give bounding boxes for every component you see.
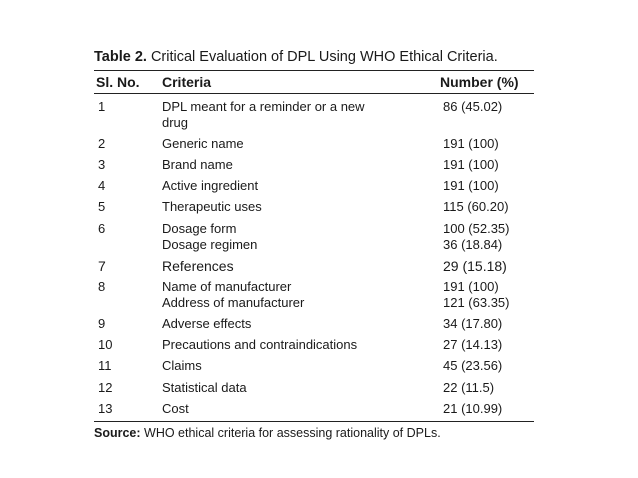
table-row [94,197,534,218]
criteria-line: DPL meant for a reminder or a new [162,98,365,114]
row-criteria [162,401,418,417]
table-header-row [94,71,534,93]
row-criteria [162,358,418,374]
row-criteria [162,258,418,274]
row-sl-no: 4 [98,178,106,194]
criteria-line: Cost [162,400,189,416]
header-criteria: Criteria [162,74,212,90]
number-line: 36 (18.84) [443,236,503,252]
row-criteria [162,199,418,215]
row-sl-no: 11 [98,358,112,374]
table-body [94,94,534,421]
header-sl-no: Sl. No. [96,74,140,90]
source-text: WHO ethical criteria for assessing rationality of DPLs. [144,426,441,441]
caption-label: Table 2. [94,49,147,65]
row-number [418,99,534,131]
number-line: 27 (14.13) [443,337,503,353]
criteria-line: drug [162,114,189,130]
header-number: Number (%) [440,74,519,90]
table-row [94,154,534,175]
row-criteria [162,136,418,152]
row-number [418,157,534,173]
row-number [418,258,534,274]
table-source-note [94,426,534,440]
row-number [418,316,534,332]
row-sl-no: 3 [98,156,106,172]
table-row [94,276,534,313]
caption-text: Critical Evaluation of DPL Using WHO Ethical Criteria. [150,49,498,65]
row-sl-no: 10 [98,337,113,353]
criteria-line: Adverse effects [162,316,252,332]
row-criteria [162,380,418,396]
row-number [418,279,534,311]
criteria-line: Address of manufacturer [162,294,305,310]
table-row [94,218,534,255]
criteria-line: References [162,257,234,274]
row-sl-no: 5 [98,199,106,215]
row-number [418,337,534,353]
number-line: 29 (15.18) [443,257,507,274]
table-caption [94,48,534,66]
table-row [94,377,534,398]
number-line: 22 (11.5) [443,379,495,395]
row-number [418,380,534,396]
number-line: 121 (63.35) [443,294,510,310]
number-line: 191 (100) [443,135,499,151]
row-sl-no: 12 [98,379,113,395]
criteria-line: Brand name [162,156,233,172]
table-row [94,314,534,335]
table-bottom-rule [94,421,534,422]
row-sl-no: 9 [98,316,106,332]
table-container [94,48,534,440]
criteria-line: Statistical data [162,379,247,395]
row-sl-no: 6 [98,220,106,236]
row-number [418,221,534,253]
table-row [94,96,534,133]
row-sl-no: 7 [98,257,106,274]
row-criteria [162,178,418,194]
row-number [418,199,534,215]
row-sl-no: 2 [98,135,106,151]
row-criteria [162,337,418,353]
row-number [418,401,534,417]
table-row [94,398,534,419]
row-number [418,136,534,152]
row-criteria [162,157,418,173]
row-criteria [162,279,418,311]
number-line: 191 (100) [443,178,499,194]
number-line: 86 (45.02) [443,98,503,114]
number-line: 191 (100) [443,278,499,294]
number-line: 21 (10.99) [443,400,503,416]
table-row [94,176,534,197]
number-line: 45 (23.56) [443,358,503,374]
criteria-line: Dosage regimen [162,236,258,252]
row-criteria [162,316,418,332]
row-criteria [162,221,418,253]
criteria-line: Claims [162,358,202,374]
row-sl-no: 1 [98,98,106,114]
table-row [94,133,534,154]
criteria-line: Generic name [162,135,244,151]
row-sl-no: 8 [98,278,106,294]
criteria-line: Name of manufacturer [162,278,292,294]
criteria-line: Precautions and contraindications [162,337,358,353]
table-row [94,255,534,276]
row-criteria [162,99,418,131]
source-label: Source: [94,426,141,441]
row-number [418,358,534,374]
number-line: 191 (100) [443,156,499,172]
table-row [94,335,534,356]
number-line: 34 (17.80) [443,316,503,332]
table-row [94,356,534,377]
criteria-line: Therapeutic uses [162,199,262,215]
row-number [418,178,534,194]
criteria-line: Active ingredient [162,178,259,194]
criteria-line: Dosage form [162,220,237,236]
number-line: 100 (52.35) [443,220,510,236]
row-sl-no: 13 [98,400,113,416]
number-line: 115 (60.20) [443,199,509,215]
